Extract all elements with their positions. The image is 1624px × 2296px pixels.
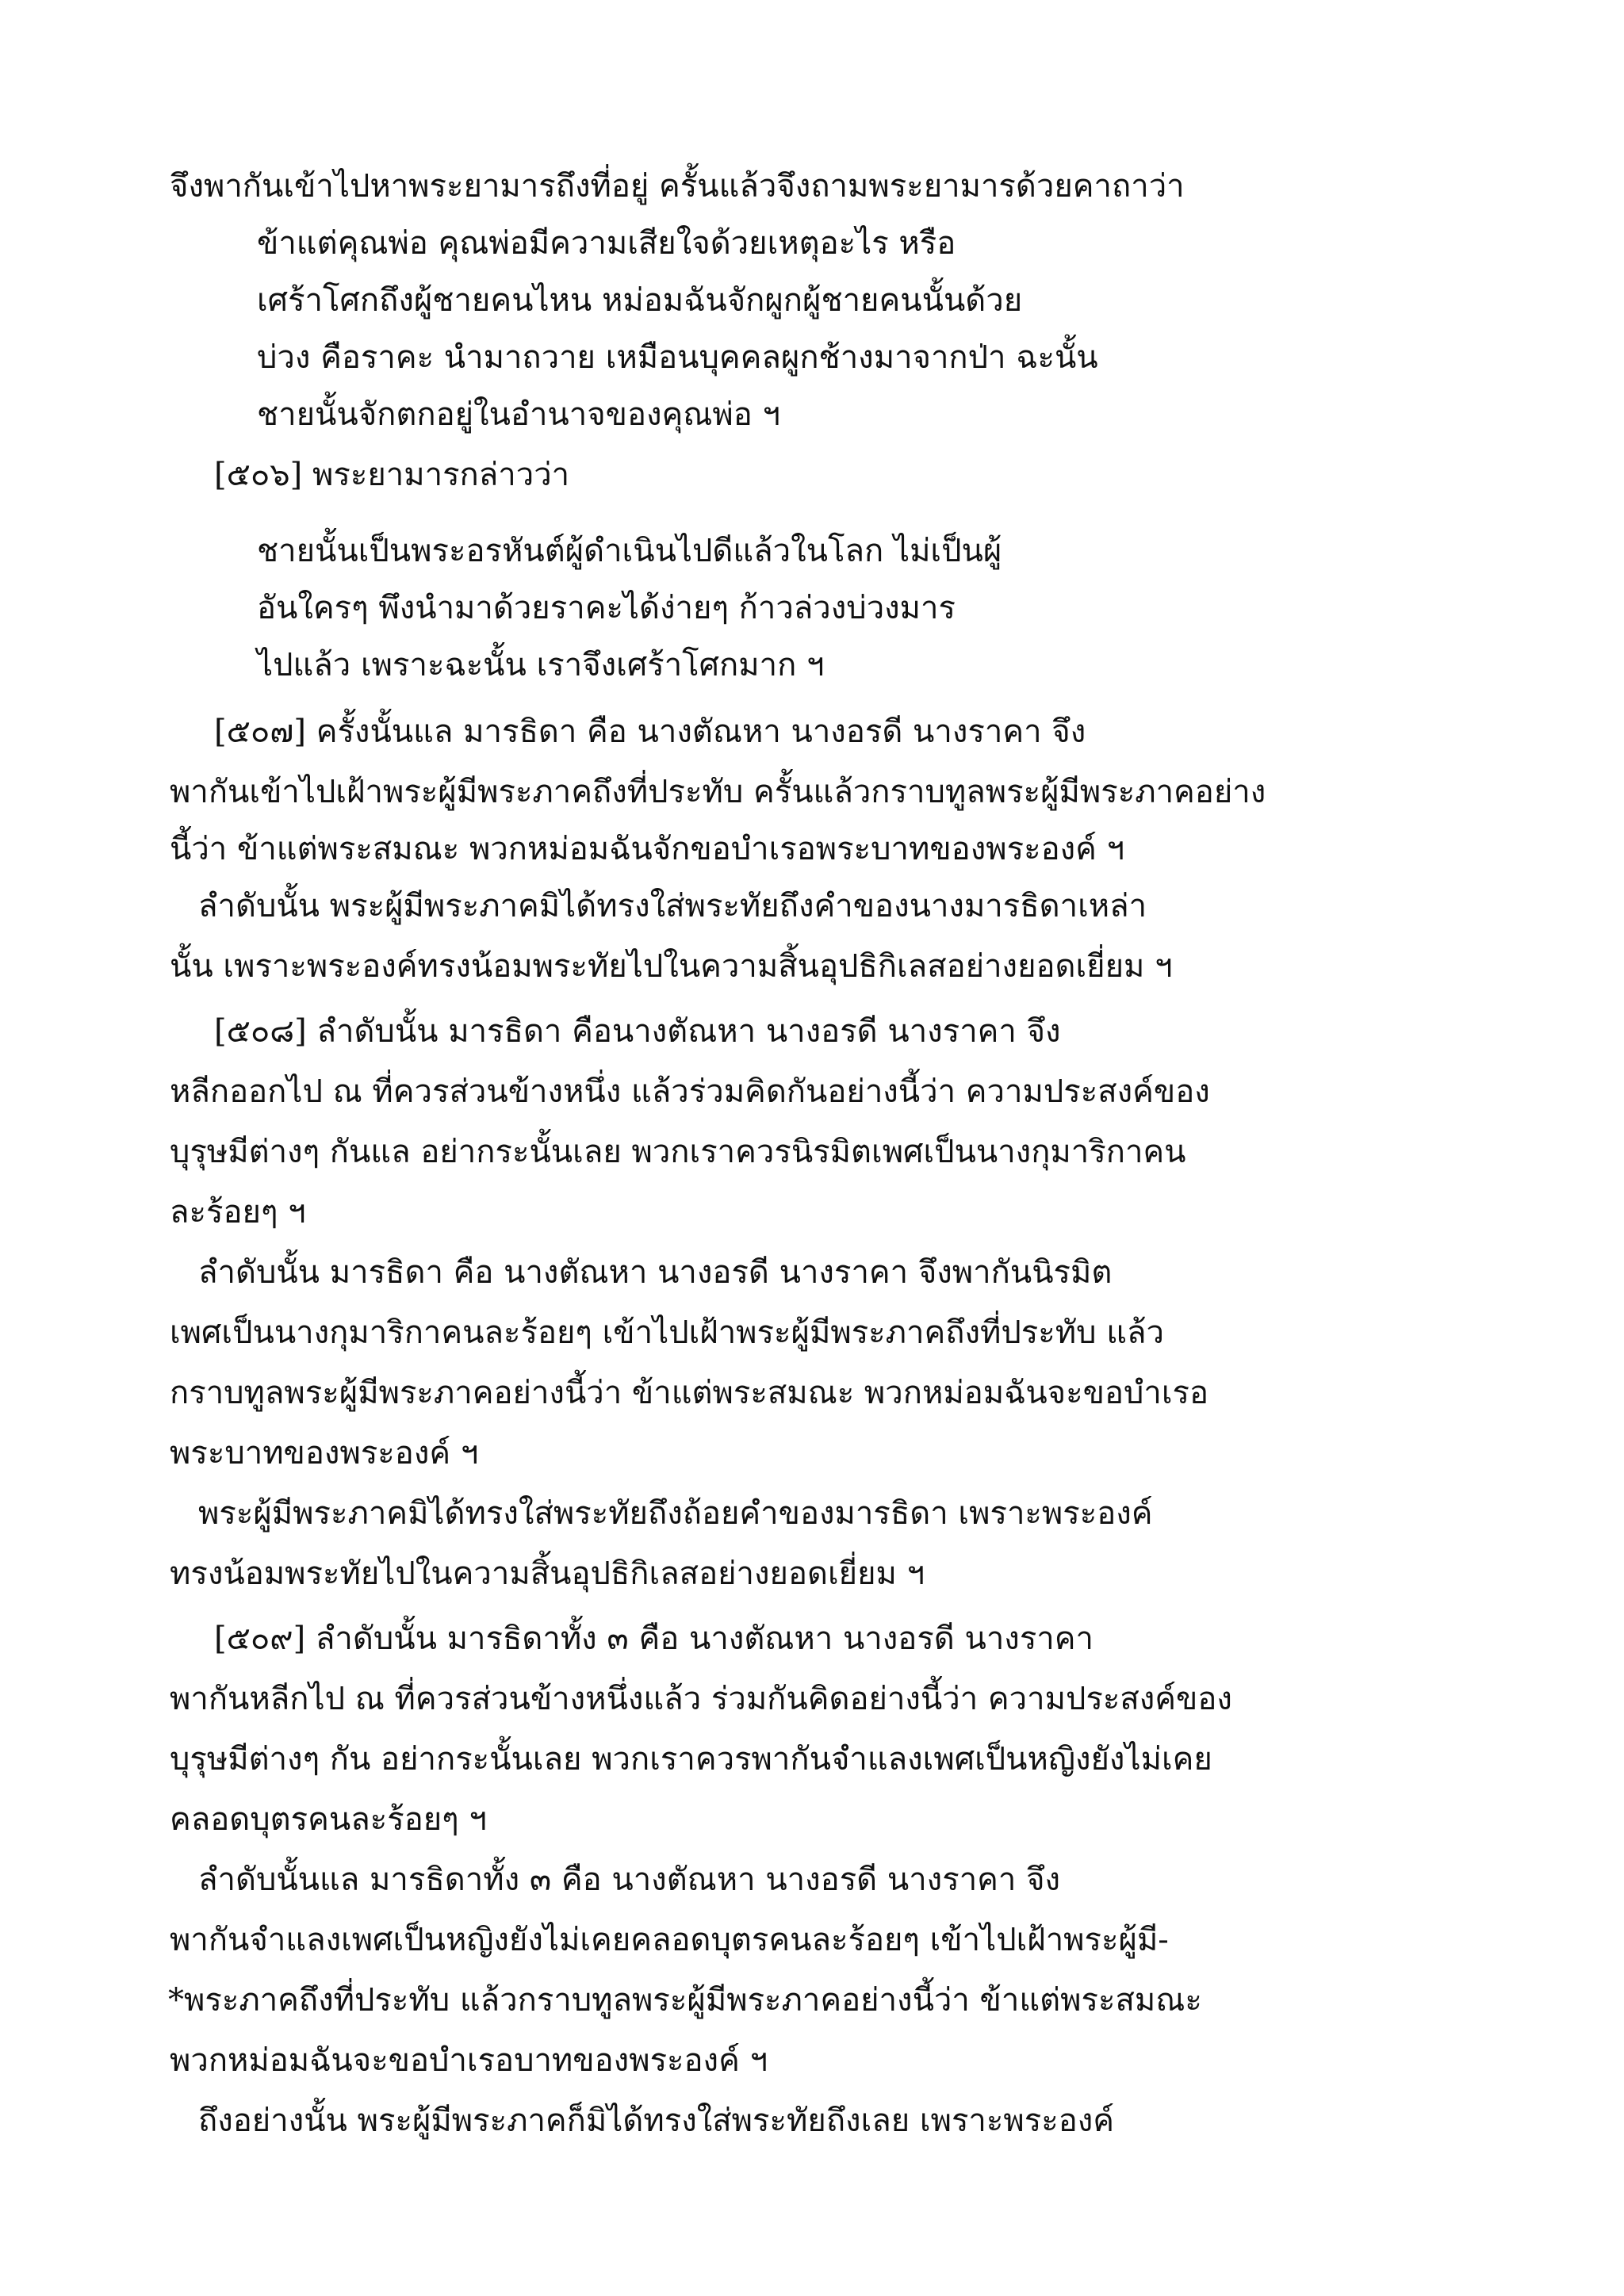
text-line: บุรุษมีต่างๆ กัน อย่ากระนั้นเลย พวกเราควรพากันจำแลงเพศเป็นหญิงยังไม่เคย	[170, 1741, 1212, 1777]
text-line: พากันเข้าไปเฝ้าพระผู้มีพระภาคถึงที่ประทับ ครั้นแล้วกราบทูลพระผู้มีพระภาคอย่าง	[170, 774, 1266, 810]
paragraph-start-line: ถึงอย่างนั้น พระผู้มีพระภาคก็มิได้ทรงใส่พระทัยถึงเลย เพราะพระองค์	[198, 2103, 1115, 2139]
text-line: คลอดบุตรคนละร้อยๆ ฯ	[170, 1801, 487, 1838]
text-line: พวกหม่อมฉันจะขอบำเรอบาทของพระองค์ ฯ	[170, 2042, 768, 2079]
text-line: พระบาทของพระองค์ ฯ	[170, 1435, 479, 1471]
verse-line: ชายนั้นจักตกอยู่ในอำนาจของคุณพ่อ ฯ	[257, 396, 780, 433]
paragraph-start-line: ลำดับนั้น พระผู้มีพระภาคมิได้ทรงใส่พระทัยถึงคำของนางมารธิดาเหล่า	[198, 888, 1147, 924]
text-line: พากันจำแลงเพศเป็นหญิงยังไม่เคยคลอดบุตรคนละร้อยๆ เข้าไปเฝ้าพระผู้มี-	[170, 1922, 1169, 1958]
paragraph-start-line: พระผู้มีพระภาคมิได้ทรงใส่พระทัยถึงถ้อยคำของมารธิดา เพราะพระองค์	[198, 1495, 1153, 1532]
text-line: ละร้อยๆ ฯ	[170, 1194, 306, 1230]
paragraph-start-line: [๕๐๘] ลำดับนั้น มารธิดา คือนางตัณหา นางอรดี นางราคา จึง	[214, 1013, 1061, 1050]
text-line: นั้น เพราะพระองค์ทรงน้อมพระทัยไปในความสิ้นอุปธิกิเลสอย่างยอดเยี่ยม ฯ	[170, 948, 1173, 985]
section-heading: [๕๐๖] พระยามารกล่าวว่า	[214, 457, 570, 493]
text-line: จึงพากันเข้าไปหาพระยามารถึงที่อยู่ ครั้นแล้วจึงถามพระยามารด้วยคาถาว่า	[170, 168, 1185, 205]
verse-line: ชายนั้นเป็นพระอรหันต์ผู้ดำเนินไปดีแล้วในโลก ไม่เป็นผู้	[257, 533, 1002, 569]
paragraph-start-line: ลำดับนั้นแล มารธิดาทั้ง ๓ คือ นางตัณหา นางอรดี นางราคา จึง	[198, 1862, 1061, 1898]
verse-line: อันใครๆ พึงนำมาด้วยราคะได้ง่ายๆ ก้าวล่วงบ่วงมาร	[257, 590, 956, 626]
verse-line: เศร้าโศกถึงผู้ชายคนไหน หม่อมฉันจักผูกผู้ชายคนนั้นด้วย	[257, 282, 1023, 319]
text-line: เพศเป็นนางกุมาริกาคนละร้อยๆ เข้าไปเฝ้าพระผู้มีพระภาคถึงที่ประทับ แล้ว	[170, 1314, 1164, 1351]
verse-line: ข้าแต่คุณพ่อ คุณพ่อมีความเสียใจด้วยเหตุอะไร หรือ	[257, 225, 956, 262]
paragraph-start-line: [๕๐๗] ครั้งนั้นแล มารธิดา คือ นางตัณหา นางอรดี นางราคา จึง	[214, 714, 1086, 750]
verse-line: ไปแล้ว เพราะฉะนั้น เราจึงเศร้าโศกมาก ฯ	[257, 647, 825, 683]
paragraph-start-line: [๕๐๙] ลำดับนั้น มารธิดาทั้ง ๓ คือ นางตัณหา นางอรดี นางราคา	[214, 1621, 1094, 1657]
text-line: นี้ว่า ข้าแต่พระสมณะ พวกหม่อมฉันจักขอบำเรอพระบาทของพระองค์ ฯ	[170, 831, 1125, 867]
text-line: กราบทูลพระผู้มีพระภาคอย่างนี้ว่า ข้าแต่พระสมณะ พวกหม่อมฉันจะขอบำเรอ	[170, 1375, 1208, 1411]
verse-line: บ่วง คือราคะ นำมาถวาย เหมือนบุคคลผูกช้างมาจากป่า ฉะนั้น	[257, 339, 1098, 376]
text-line: *พระภาคถึงที่ประทับ แล้วกราบทูลพระผู้มีพระภาคอย่างนี้ว่า ข้าแต่พระสมณะ	[168, 1982, 1202, 2019]
text-line: หลีกออกไป ณ ที่ควรส่วนข้างหนึ่ง แล้วร่วมคิดกันอย่างนี้ว่า ความประสงค์ของ	[170, 1073, 1210, 1110]
text-line: ทรงน้อมพระทัยไปในความสิ้นอุปธิกิเลสอย่างยอดเยี่ยม ฯ	[170, 1556, 925, 1592]
text-line: บุรุษมีต่างๆ กันแล อย่ากระนั้นเลย พวกเราควรนิรมิตเพศเป็นนางกุมาริกาคน	[170, 1134, 1186, 1170]
text-line: พากันหลีกไป ณ ที่ควรส่วนข้างหนึ่งแล้ว ร่วมกันคิดอย่างนี้ว่า ความประสงค์ของ	[170, 1681, 1232, 1717]
paragraph-start-line: ลำดับนั้น มารธิดา คือ นางตัณหา นางอรดี นางราคา จึงพากันนิรมิต	[198, 1254, 1113, 1291]
